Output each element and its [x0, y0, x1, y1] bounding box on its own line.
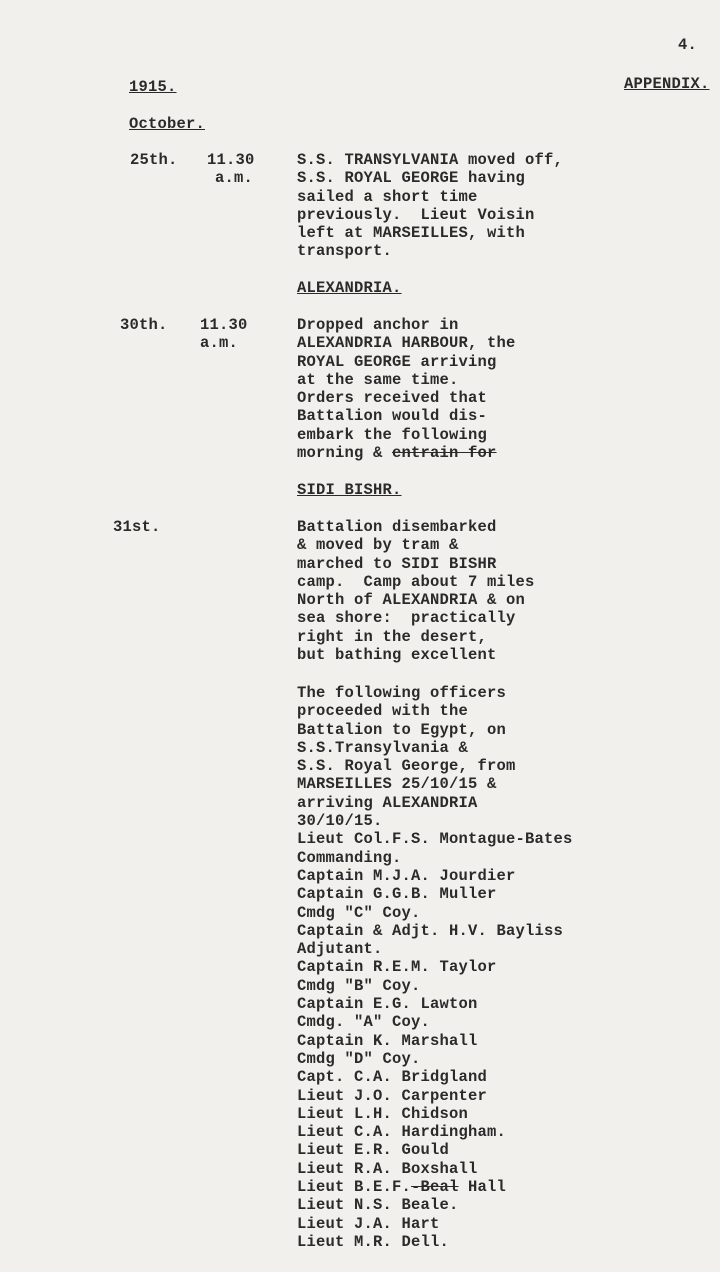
appendix-heading: APPENDIX. [624, 75, 710, 93]
entry-time-30: 11.30 [200, 316, 248, 334]
text-line: & moved by tram & [297, 536, 459, 555]
officer-line: Lieut J.A. Hart [297, 1214, 440, 1233]
text-line-with-strike [297, 444, 516, 462]
entry-text-25 [297, 151, 563, 261]
officer-line: Lieut R.A. Boxshall [297, 1159, 478, 1178]
officer-line: Captain R.E.M. Taylor [297, 958, 497, 977]
text-line: Dropped anchor in [297, 316, 459, 334]
text-line: North of ALEXANDRIA & on [297, 591, 526, 610]
page-number: 4. [678, 36, 698, 54]
text-line: Orders received that [297, 389, 488, 408]
entry-time-25: 11.30 [207, 151, 255, 169]
intro-line: proceeded with the [297, 702, 469, 721]
text-line: but bathing excellent [297, 646, 497, 665]
text-line: embark the following [297, 425, 488, 444]
intro-line: arriving ALEXANDRIA [297, 793, 478, 812]
intro-line: Battalion to Egypt, on [297, 720, 507, 739]
officer-line-with-strike [297, 1178, 573, 1196]
text-line: ROYAL GEORGE arriving [297, 352, 497, 371]
officer-suffix: Hall [458, 1178, 507, 1197]
intro-line: The following officers [297, 684, 507, 702]
officer-line: Lieut Col.F.S. Montague-Bates [297, 830, 573, 849]
officer-line: Captain & Adjt. H.V. Bayliss [297, 921, 564, 940]
struck-text: -Beal [411, 1178, 459, 1197]
intro-line: 30/10/15. [297, 812, 383, 831]
officers-list [297, 684, 573, 1251]
text-line: camp. Camp about 7 miles [297, 572, 535, 591]
officer-line: Captain M.J.A. Jourdier [297, 866, 516, 885]
officer-line: Commanding. [297, 848, 402, 867]
entry-text-30 [297, 316, 516, 462]
officer-line: Lieut J.O. Carpenter [297, 1086, 488, 1105]
entry-day-31: 31st. [113, 518, 161, 536]
text-line: Battalion would dis- [297, 407, 488, 426]
text-line: S.S. TRANSYLVANIA moved off, [297, 151, 564, 169]
struck-text: entrain for [392, 444, 497, 463]
location-heading-sidi-bishr: SIDI BISHR. [297, 481, 402, 499]
month-heading: October. [129, 115, 206, 133]
entry-text-31 [297, 518, 535, 664]
text-line: sailed a short time [297, 187, 478, 206]
officer-line: Captain K. Marshall [297, 1031, 478, 1050]
intro-line: MARSEILLES 25/10/15 & [297, 775, 497, 794]
text-line: sea shore: practically [297, 609, 516, 628]
text-line: previously. Lieut Voisin [297, 205, 535, 224]
entry-time-ampm-25: a.m. [215, 169, 254, 187]
location-heading-alexandria: ALEXANDRIA. [297, 279, 402, 297]
officer-line: Cmdg. "A" Coy. [297, 1013, 431, 1032]
text-line: ALEXANDRIA HARBOUR, the [297, 334, 516, 353]
text-line: left at MARSEILLES, with [297, 224, 526, 243]
intro-line: S.S. Royal George, from [297, 757, 516, 776]
text-line: marched to SIDI BISHR [297, 554, 497, 573]
entry-day-30: 30th. [120, 316, 168, 334]
officer-line: Adjutant. [297, 940, 383, 959]
text-line: transport. [297, 242, 393, 261]
officer-line: Lieut E.R. Gould [297, 1141, 450, 1160]
officer-line: Cmdg "B" Coy. [297, 976, 421, 995]
entry-time-ampm-30: a.m. [200, 334, 239, 352]
text-line: Battalion disembarked [297, 518, 497, 536]
intro-line: S.S.Transylvania & [297, 738, 469, 757]
entry-day-25: 25th. [130, 151, 178, 169]
year-heading: 1915. [129, 78, 177, 96]
officer-line: Lieut M.R. Dell. [297, 1232, 450, 1251]
officer-line: Cmdg "C" Coy. [297, 903, 421, 922]
officer-prefix: Lieut B.E.F. [297, 1178, 412, 1197]
officer-line: Cmdg "D" Coy. [297, 1049, 421, 1068]
officer-line: Capt. C.A. Bridgland [297, 1068, 488, 1087]
officer-line: Lieut N.S. Beale. [297, 1196, 459, 1215]
text-line: S.S. ROYAL GEORGE having [297, 169, 526, 188]
line-prefix: morning & [297, 444, 393, 463]
officer-line: Lieut C.A. Hardingham. [297, 1123, 507, 1142]
text-line: at the same time. [297, 370, 459, 389]
officer-line: Captain E.G. Lawton [297, 995, 478, 1014]
officer-line: Captain G.G.B. Muller [297, 885, 497, 904]
text-line: right in the desert, [297, 627, 488, 646]
officer-line: Lieut L.H. Chidson [297, 1104, 469, 1123]
